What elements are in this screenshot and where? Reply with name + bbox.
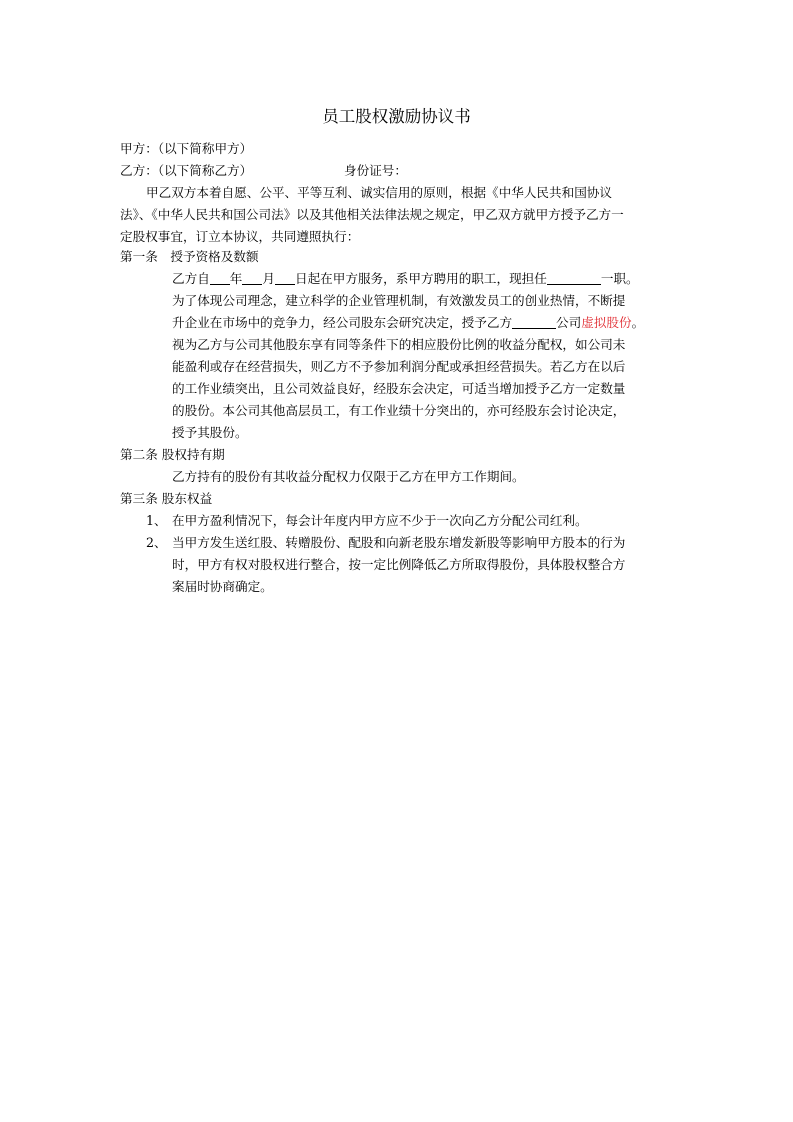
party-a-line: 甲方：（以下简称甲方） (120, 141, 253, 156)
grant-text-start: 乙方自 (172, 271, 210, 286)
article-1-line-7: 的股份。本公司其他高层员工，有工作业绩十分突出的，亦可经股东会讨论决定， (172, 403, 626, 418)
position-suffix: 一职。 (600, 271, 639, 286)
list-item-continuation: 案届时协商确定。 (172, 579, 273, 594)
article-2-heading: 第二条 股权持有期 (120, 447, 225, 462)
position-blank (547, 269, 601, 285)
day-blank (275, 269, 295, 285)
article-1-line-4: 视为乙方与公司其他股东享有同等条件下的相应股份比例的收益分配权，如公司未 (172, 337, 626, 352)
company-label: 公司 (556, 315, 582, 330)
id-number-label: 身份证号： (344, 163, 407, 178)
article-1-line-2: 为了体现公司理念，建立科学的企业管理机制，有效激发员工的创业热情，不断提 (172, 293, 626, 308)
article-1-line-1 (172, 268, 639, 290)
document-title: 员工股权激励协议书 (322, 107, 471, 126)
competitiveness-text: 升企业在市场中的竞争力，经公司股东会研究决定，授予乙方 (172, 315, 513, 330)
list-number: 2、 (146, 535, 167, 550)
virtual-shares-highlight: 虚拟股份 (581, 315, 632, 330)
month-blank (242, 269, 262, 285)
period: 。 (631, 315, 645, 330)
article-1-line-6: 的工作业绩突出，且公司效益良好，经股东会决定，可适当增加授予乙方一定数量 (172, 381, 626, 396)
list-item (146, 510, 588, 532)
service-text: 日起在甲方服务，系甲方聘用的职工，现担任 (294, 271, 547, 286)
list-item-text: 当甲方发生送红股、转赠股份、配股和向新老股东增发新股等影响甲方股本的行为 (172, 535, 626, 550)
list-number: 1、 (146, 513, 167, 528)
month-label: 月 (262, 271, 275, 286)
preamble-line-2: 法》、《中华人民共和国公司法》以及其他相关法律法规之规定，甲乙双方就甲方授予乙方一 (120, 207, 624, 222)
list-item-continuation: 时，甲方有权对股权进行整合，按一定比例降低乙方所取得股份，具体股权整合方 (172, 557, 626, 572)
article-3-heading: 第三条 股东权益 (120, 491, 213, 506)
preamble-line-1: 甲乙双方本着自愿、公平、平等互利、诚实信用的原则，根据《中华人民共和国协议 (146, 185, 612, 200)
party-b-line (120, 160, 252, 182)
shares-blank (512, 313, 556, 329)
article-1-line-3 (172, 312, 644, 334)
article-1-line-8: 授予其股份。 (172, 425, 248, 440)
list-item-text: 在甲方盈利情况下，每会计年度内甲方应不少于一次向乙方分配公司红利。 (172, 513, 588, 528)
article-2-body: 乙方持有的股份有其收益分配权力仅限于乙方在甲方工作期间。 (172, 469, 525, 484)
party-b-label: 乙方：（以下简称乙方） (120, 163, 253, 178)
article-1-line-5: 能盈利或存在经营损失，则乙方不予参加利润分配或承担经营损失。若乙方在以后 (172, 359, 626, 374)
preamble-line-3: 定股权事宜，订立本协议，共同遵照执行： (120, 229, 360, 244)
article-1-heading: 第一条 授予资格及数额 (120, 249, 259, 264)
list-item (146, 532, 625, 554)
year-label: 年 (229, 271, 243, 286)
year-blank (210, 269, 230, 285)
